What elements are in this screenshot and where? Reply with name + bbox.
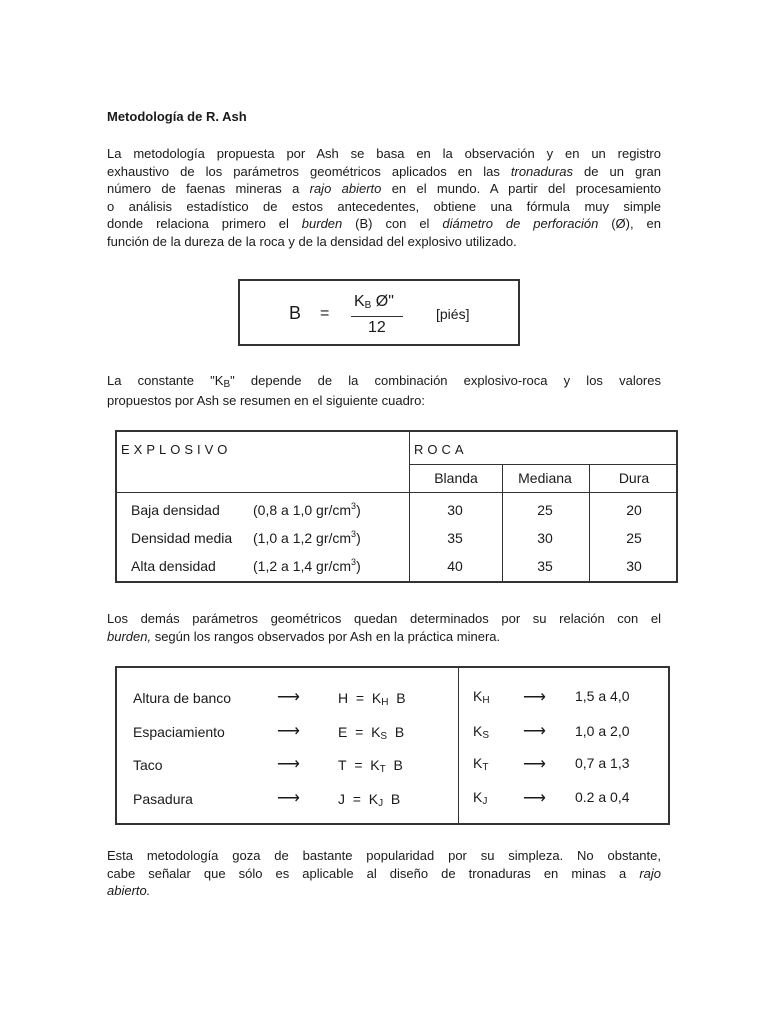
table-cell: 30 [537,530,553,546]
arrow-icon: ⟶ [523,756,546,773]
table-cell: 25 [537,502,553,518]
column-header: Dura [618,470,650,486]
arrow-icon: ⟶ [277,723,300,740]
row-range: (1,0 a 1,2 $gr/cm^3$) [253,529,361,546]
fraction-bar [351,316,403,317]
arrow-icon: ⟶ [523,723,546,740]
arrow-icon: ⟶ [523,790,546,807]
burden-formula [238,279,520,346]
parameter-formula: T = KT B [338,757,403,775]
coefficient-range: 0.2 a 0,4 [575,789,630,805]
table-divider [409,464,676,465]
intro-paragraph [107,145,661,251]
table-cell: 35 [537,558,553,574]
coefficient-name: KT [473,755,489,773]
column-header: Blanda [434,470,478,486]
formula-equals: = [320,305,330,322]
parameter-name: Pasadura [133,791,193,807]
parameter-name: Altura de banco [133,690,232,706]
table-divider [117,492,676,493]
column-header: Mediana [518,470,572,486]
text-line: abierto. [107,883,151,899]
coefficient-range: 0,7 a 1,3 [575,755,630,771]
table-cell: 30 [626,558,642,574]
text-line: Esta metodología goza de bastante popularidad por su simpleza. No obstante, [107,848,661,863]
parameters-table [115,666,670,825]
text-line: cabe señalar que sólo es aplicable al diseño de tronaduras en minas a rajo [107,865,661,881]
formula-unit: [piés] [436,306,470,322]
coefficient-range: 1,5 a 4,0 [575,688,630,704]
table-cell: 40 [447,558,463,574]
text-line: propuestos por Ash se resumen en el siguiente cuadro: [107,392,425,408]
table-cell: 25 [626,530,642,546]
parameter-name: Taco [133,757,163,773]
table-cell: 30 [447,502,463,518]
coefficient-name: KH [473,688,490,706]
arrow-icon: ⟶ [277,689,300,706]
text-line: burden, según los rangos observados por Ash en la práctica minera. [107,628,501,644]
text-line: exhaustivo de los parámetros geométricos aplicados en las tronaduras de un gran [107,163,661,179]
row-range: (1,2 a 1,4 $gr/cm^3$) [253,557,361,574]
page-title: Metodología de R. Ash [107,109,247,124]
text-line: La metodología propuesta por Ash se basa en la observación y en un registro [107,146,661,161]
text-line: La constante "KB" depende de la combinación explosivo-roca y los valores [107,373,661,390]
formula-denominator: 12 [368,319,386,336]
kb-table [115,430,678,583]
row-label: Densidad media [131,530,233,546]
formula-lhs: B [289,303,302,323]
text-line: función de la dureza de la roca y de la densidad del explosivo utilizado. [107,233,517,249]
parameter-formula: E = KS B [338,724,405,742]
parameter-formula: H = KH B [338,690,406,708]
row-range: (0,8 a 1,0 $gr/cm^3$) [253,501,361,518]
text-line: donde relaciona primero el burden (B) con el diámetro de perforación (Ø), en [107,216,661,232]
arrow-icon: ⟶ [523,689,546,706]
closing-paragraph [107,847,661,900]
row-label: Alta densidad [131,558,216,574]
row-label: Baja densidad [131,502,220,518]
arrow-icon: ⟶ [277,790,300,807]
text-line: número de faenas mineras a rajo abierto en el mundo. A partir del procesamiento [107,181,661,197]
coefficient-name: KS [473,723,490,741]
header-roca: ROCA [414,442,468,457]
coefficient-range: 1,0 a 2,0 [575,723,630,739]
constant-paragraph [107,372,661,409]
table-divider [409,432,410,581]
parameter-name: Espaciamiento [133,724,225,740]
table-cell: 20 [626,502,642,518]
coefficient-name: KJ [473,789,488,807]
text-line: o análisis estadístico de estos antecedentes, obtiene una fórmula muy simple [107,198,661,214]
text-line: Los demás parámetros geométricos quedan determinados por su relación con el [107,611,661,626]
header-explosivo: EXPLOSIVO [121,442,232,457]
parameter-formula: J = KJ B [338,791,401,809]
formula-numerator: KB Ø" [354,293,394,311]
parameters-paragraph [107,610,661,645]
table-divider [458,668,459,823]
arrow-icon: ⟶ [277,756,300,773]
table-cell: 35 [447,530,463,546]
